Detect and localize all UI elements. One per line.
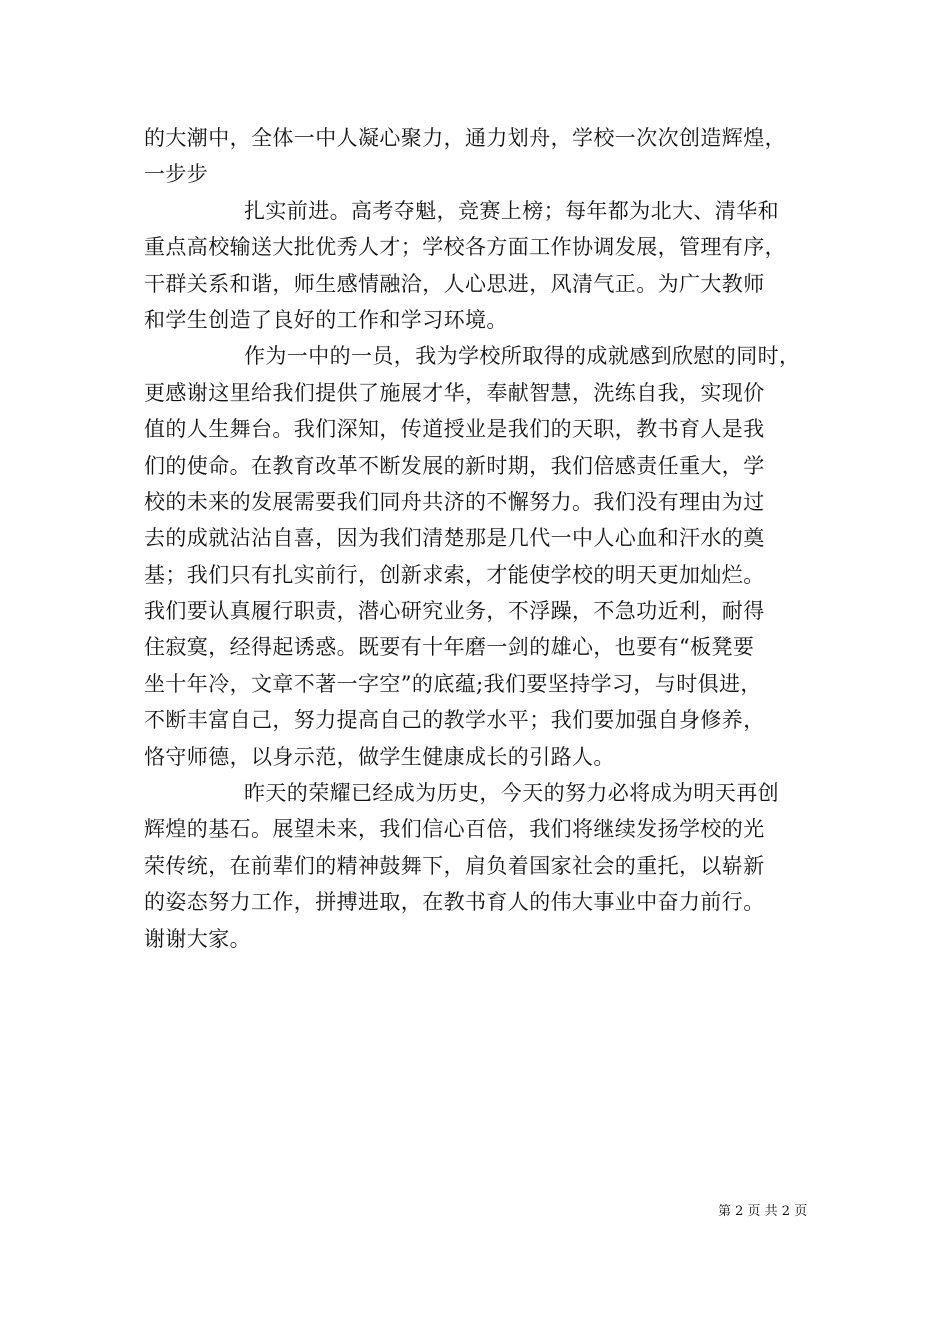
text-line: 一步步: [144, 162, 209, 187]
text-line: 们的使命。在教育改革不断发展的新时期，我们倍感责任重大，学: [144, 453, 765, 478]
text-line: 扎实前进。高考夺魁，竞赛上榜；每年都为北大、清华和: [244, 198, 779, 223]
text-line: 谢谢大家。: [144, 926, 251, 951]
text-line: 和学生创造了良好的工作和学习环境。: [144, 307, 508, 332]
text-line: 昨天的荣耀已经成为历史，今天的努力必将成为明天再创: [244, 781, 779, 806]
text-line: 坐十年冷，文章不著一字空”的底蕴;我们要坚持学习，与时俱进，: [144, 671, 762, 696]
text-line: 作为一中的一员，我为学校所取得的成就感到欣慰的同时，: [244, 344, 801, 369]
text-line: 我们要认真履行职责，潜心研究业务，不浮躁，不急功近利，耐得: [144, 599, 765, 624]
text-line: 基；我们只有扎实前行，创新求索，才能使学校的明天更加灿烂。: [144, 562, 765, 587]
text-line: 住寂寞，经得起诱惑。既要有十年磨一剑的雄心，也要有“板凳要: [144, 635, 755, 660]
text-line: 更感谢这里给我们提供了施展才华，奉献智慧，洗练自我，实现价: [144, 380, 765, 405]
body-text: [144, 120, 816, 957]
text-line: 不断丰富自己，努力提高自己的教学水平；我们要加强自身修养，: [144, 708, 765, 733]
text-line: 恪守师德，以身示范，做学生健康成长的引路人。: [144, 744, 615, 769]
text-line: 的大潮中，全体一中人凝心聚力，通力划舟，学校一次次创造辉煌，: [144, 126, 786, 150]
text-line: 的姿态努力工作，拼搏进取，在教书育人的伟大事业中奋力前行。: [144, 890, 765, 915]
text-line: 干群关系和谐，师生感情融洽，人心思进，风清气正。为广大教师: [144, 271, 765, 296]
text-line: 去的成就沾沾自喜，因为我们清楚那是几代一中人心血和汗水的奠: [144, 526, 765, 551]
text-line: 辉煌的基石。展望未来，我们信心百倍，我们将继续发扬学校的光: [144, 817, 765, 842]
page-number-footer: 第 2 页 共 2 页: [718, 1204, 808, 1219]
text-line: 重点高校输送大批优秀人才；学校各方面工作协调发展，管理有序，: [144, 235, 786, 260]
text-line: 荣传统，在前辈们的精神鼓舞下，肩负着国家社会的重托，以崭新: [144, 853, 765, 878]
text-line: 值的人生舞台。我们深知，传道授业是我们的天职，教书育人是我: [144, 417, 765, 442]
text-line: 校的未来的发展需要我们同舟共济的不懈努力。我们没有理由为过: [144, 489, 765, 514]
